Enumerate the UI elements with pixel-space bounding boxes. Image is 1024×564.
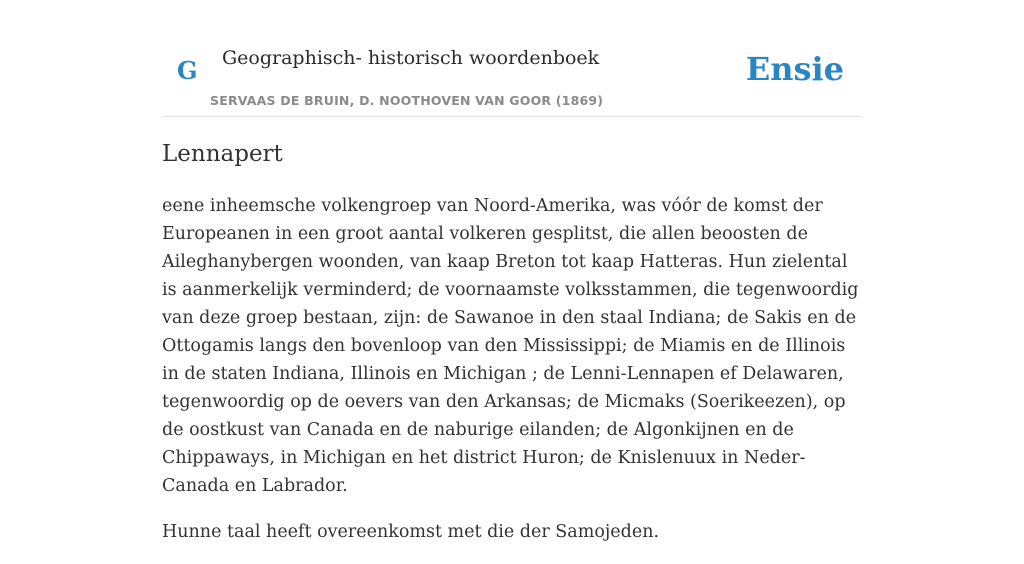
entry-paragraph: eene inheemsche volkengroep van Noord-Amerika, was vóór de komst der Europeanen in een groot aantal volkeren gesplitst, die allen beoosten de Aileghanybergen woonden, van kaap Breton tot kaap Hatteras. Hun zielental is aanmerkelijk verminderd; de voornaamste volksstammen, die tegenwoordig van deze groep bestaan, zijn: de Sawanoe in den staal Indiana; de Sakis en de Ottogamis langs den bovenloop van den Mississippi; de Miamis en de Illinois in de staten Indiana, Illinois en Michigan ; de Lenni-Lennapen ef Delawaren, tegenwoordig op de oevers van den Arkansas; de Micmaks (Soerikeezen), op de oostkust van Canada en de naburige eilanden; de Algonkijnen en de Chippaways, in Michigan en het district Huron; de Knislenuux in Neder-Canada en Labrador. (162, 196, 859, 496)
site-header (162, 0, 862, 117)
book-title-link[interactable]: Geographisch- historisch woordenboek (222, 47, 600, 69)
dictionary-logo[interactable]: G (177, 56, 198, 85)
entry-title: Lennapert (162, 141, 283, 167)
ensie-brand-link[interactable]: Ensie (745, 50, 844, 88)
book-author: SERVAAS DE BRUIN, D. NOOTHOVEN VAN GOOR (1869) (210, 93, 604, 108)
entry-body (162, 192, 862, 564)
entry-paragraph: Hunne taal heeft overeenkomst met die der Samojeden. (162, 522, 660, 542)
